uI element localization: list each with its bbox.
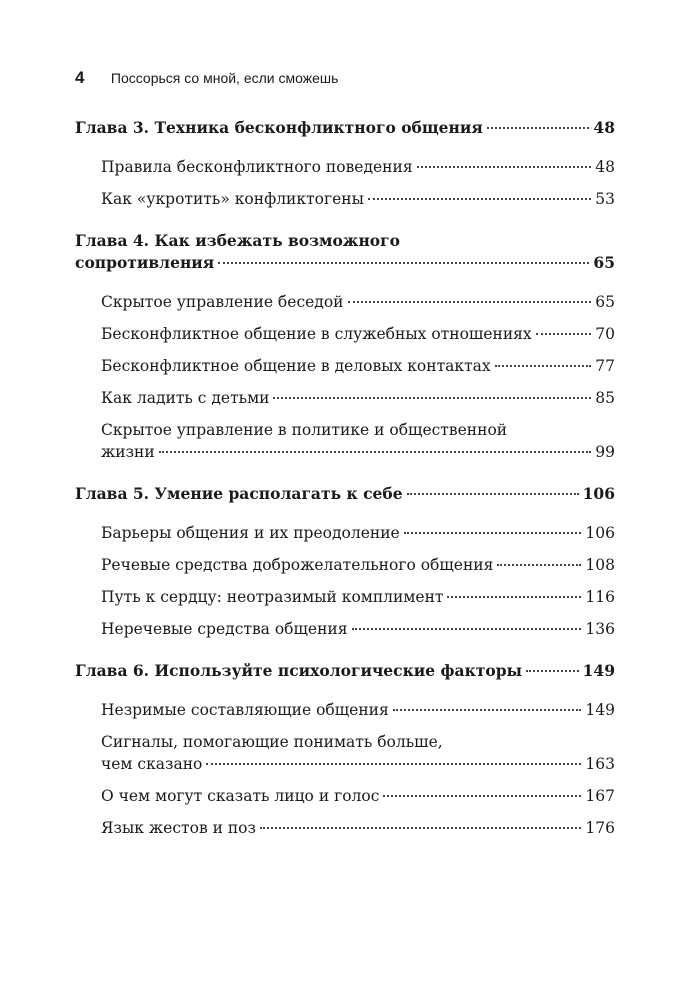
section-entry[interactable]: Барьеры общения и их преодоление 106 — [101, 524, 615, 542]
page-ref: 48 — [593, 118, 615, 137]
dot-leader — [497, 564, 581, 566]
dot-leader — [404, 532, 582, 534]
section-entry[interactable]: Как ладить с детьми 85 — [101, 389, 615, 407]
section-entry[interactable]: Речевые средства доброжелательного общения 108 — [101, 556, 615, 574]
section-entry[interactable]: Бесконфликтное общение в деловых контактах 77 — [101, 357, 615, 375]
section-entry[interactable]: Путь к сердцу: неотразимый комплимент 116 — [101, 588, 615, 606]
dot-leader — [526, 670, 579, 672]
dot-leader — [536, 333, 592, 335]
running-head — [75, 68, 338, 88]
chapter-5 — [75, 483, 615, 640]
page-ref: 77 — [595, 357, 615, 375]
page-ref: 65 — [595, 293, 615, 311]
chapter-title[interactable]: Глава 4. Как избежать возможного сопротивления 65 — [75, 231, 615, 272]
section-entry[interactable]: О чем могут сказать лицо и голос 167 — [101, 787, 615, 805]
page-ref: 48 — [595, 158, 615, 176]
page-ref: 176 — [585, 819, 615, 837]
chapter-title[interactable]: Глава 3. Техника бесконфликтного общения 48 — [75, 118, 615, 137]
section-entry[interactable]: Сигналы, помогающие понимать больше, чем сказано 163 — [101, 733, 615, 773]
dot-leader — [447, 596, 581, 598]
dot-leader — [495, 365, 592, 367]
dot-leader — [393, 709, 582, 711]
page-ref: 116 — [585, 588, 615, 606]
page-ref: 108 — [585, 556, 615, 574]
section-entry[interactable]: Бесконфликтное общение в служебных отношениях 70 — [101, 325, 615, 343]
page-ref: 53 — [595, 190, 615, 208]
page-ref: 85 — [595, 389, 615, 407]
page-ref: 167 — [585, 787, 615, 805]
dot-leader — [487, 127, 590, 129]
section-entry[interactable]: Как «укротить» конфликтогены 53 — [101, 190, 615, 208]
dot-leader — [417, 166, 592, 168]
chapter-title[interactable]: Глава 6. Используйте психологические факторы 149 — [75, 661, 615, 680]
section-entry[interactable]: Скрытое управление в политике и общественной жизни 99 — [101, 421, 615, 461]
section-entry[interactable]: Язык жестов и поз 176 — [101, 819, 615, 837]
chapter-4 — [75, 230, 615, 463]
page-ref: 99 — [595, 443, 615, 461]
page-ref: 149 — [585, 701, 615, 719]
page-ref: 70 — [595, 325, 615, 343]
book-title: Поссорься со мной, если сможешь — [110, 70, 339, 86]
page-ref: 163 — [585, 755, 615, 773]
dot-leader — [159, 451, 592, 453]
dot-leader — [407, 493, 579, 495]
table-of-contents — [75, 117, 615, 859]
dot-leader — [352, 628, 582, 630]
section-entry[interactable]: Скрытое управление беседой 65 — [101, 293, 615, 311]
page-number: 4 — [75, 68, 85, 87]
page-ref: 136 — [585, 620, 615, 638]
dot-leader — [273, 397, 591, 399]
section-entry[interactable]: Правила бесконфликтного поведения 48 — [101, 158, 615, 176]
dot-leader — [368, 198, 591, 200]
section-entry[interactable]: Незримые составляющие общения 149 — [101, 701, 615, 719]
chapter-3 — [75, 117, 615, 210]
page-ref: 106 — [582, 484, 615, 503]
section-entry[interactable]: Неречевые средства общения 136 — [101, 620, 615, 638]
dot-leader — [383, 795, 581, 797]
chapter-title[interactable]: Глава 5. Умение располагать к себе 106 — [75, 484, 615, 503]
page-ref: 65 — [593, 253, 615, 272]
chapter-6 — [75, 660, 615, 839]
dot-leader — [206, 763, 581, 765]
page-ref: 106 — [585, 524, 615, 542]
dot-leader — [218, 262, 589, 264]
dot-leader — [348, 301, 592, 303]
dot-leader — [260, 827, 581, 829]
page-ref: 149 — [582, 661, 615, 680]
